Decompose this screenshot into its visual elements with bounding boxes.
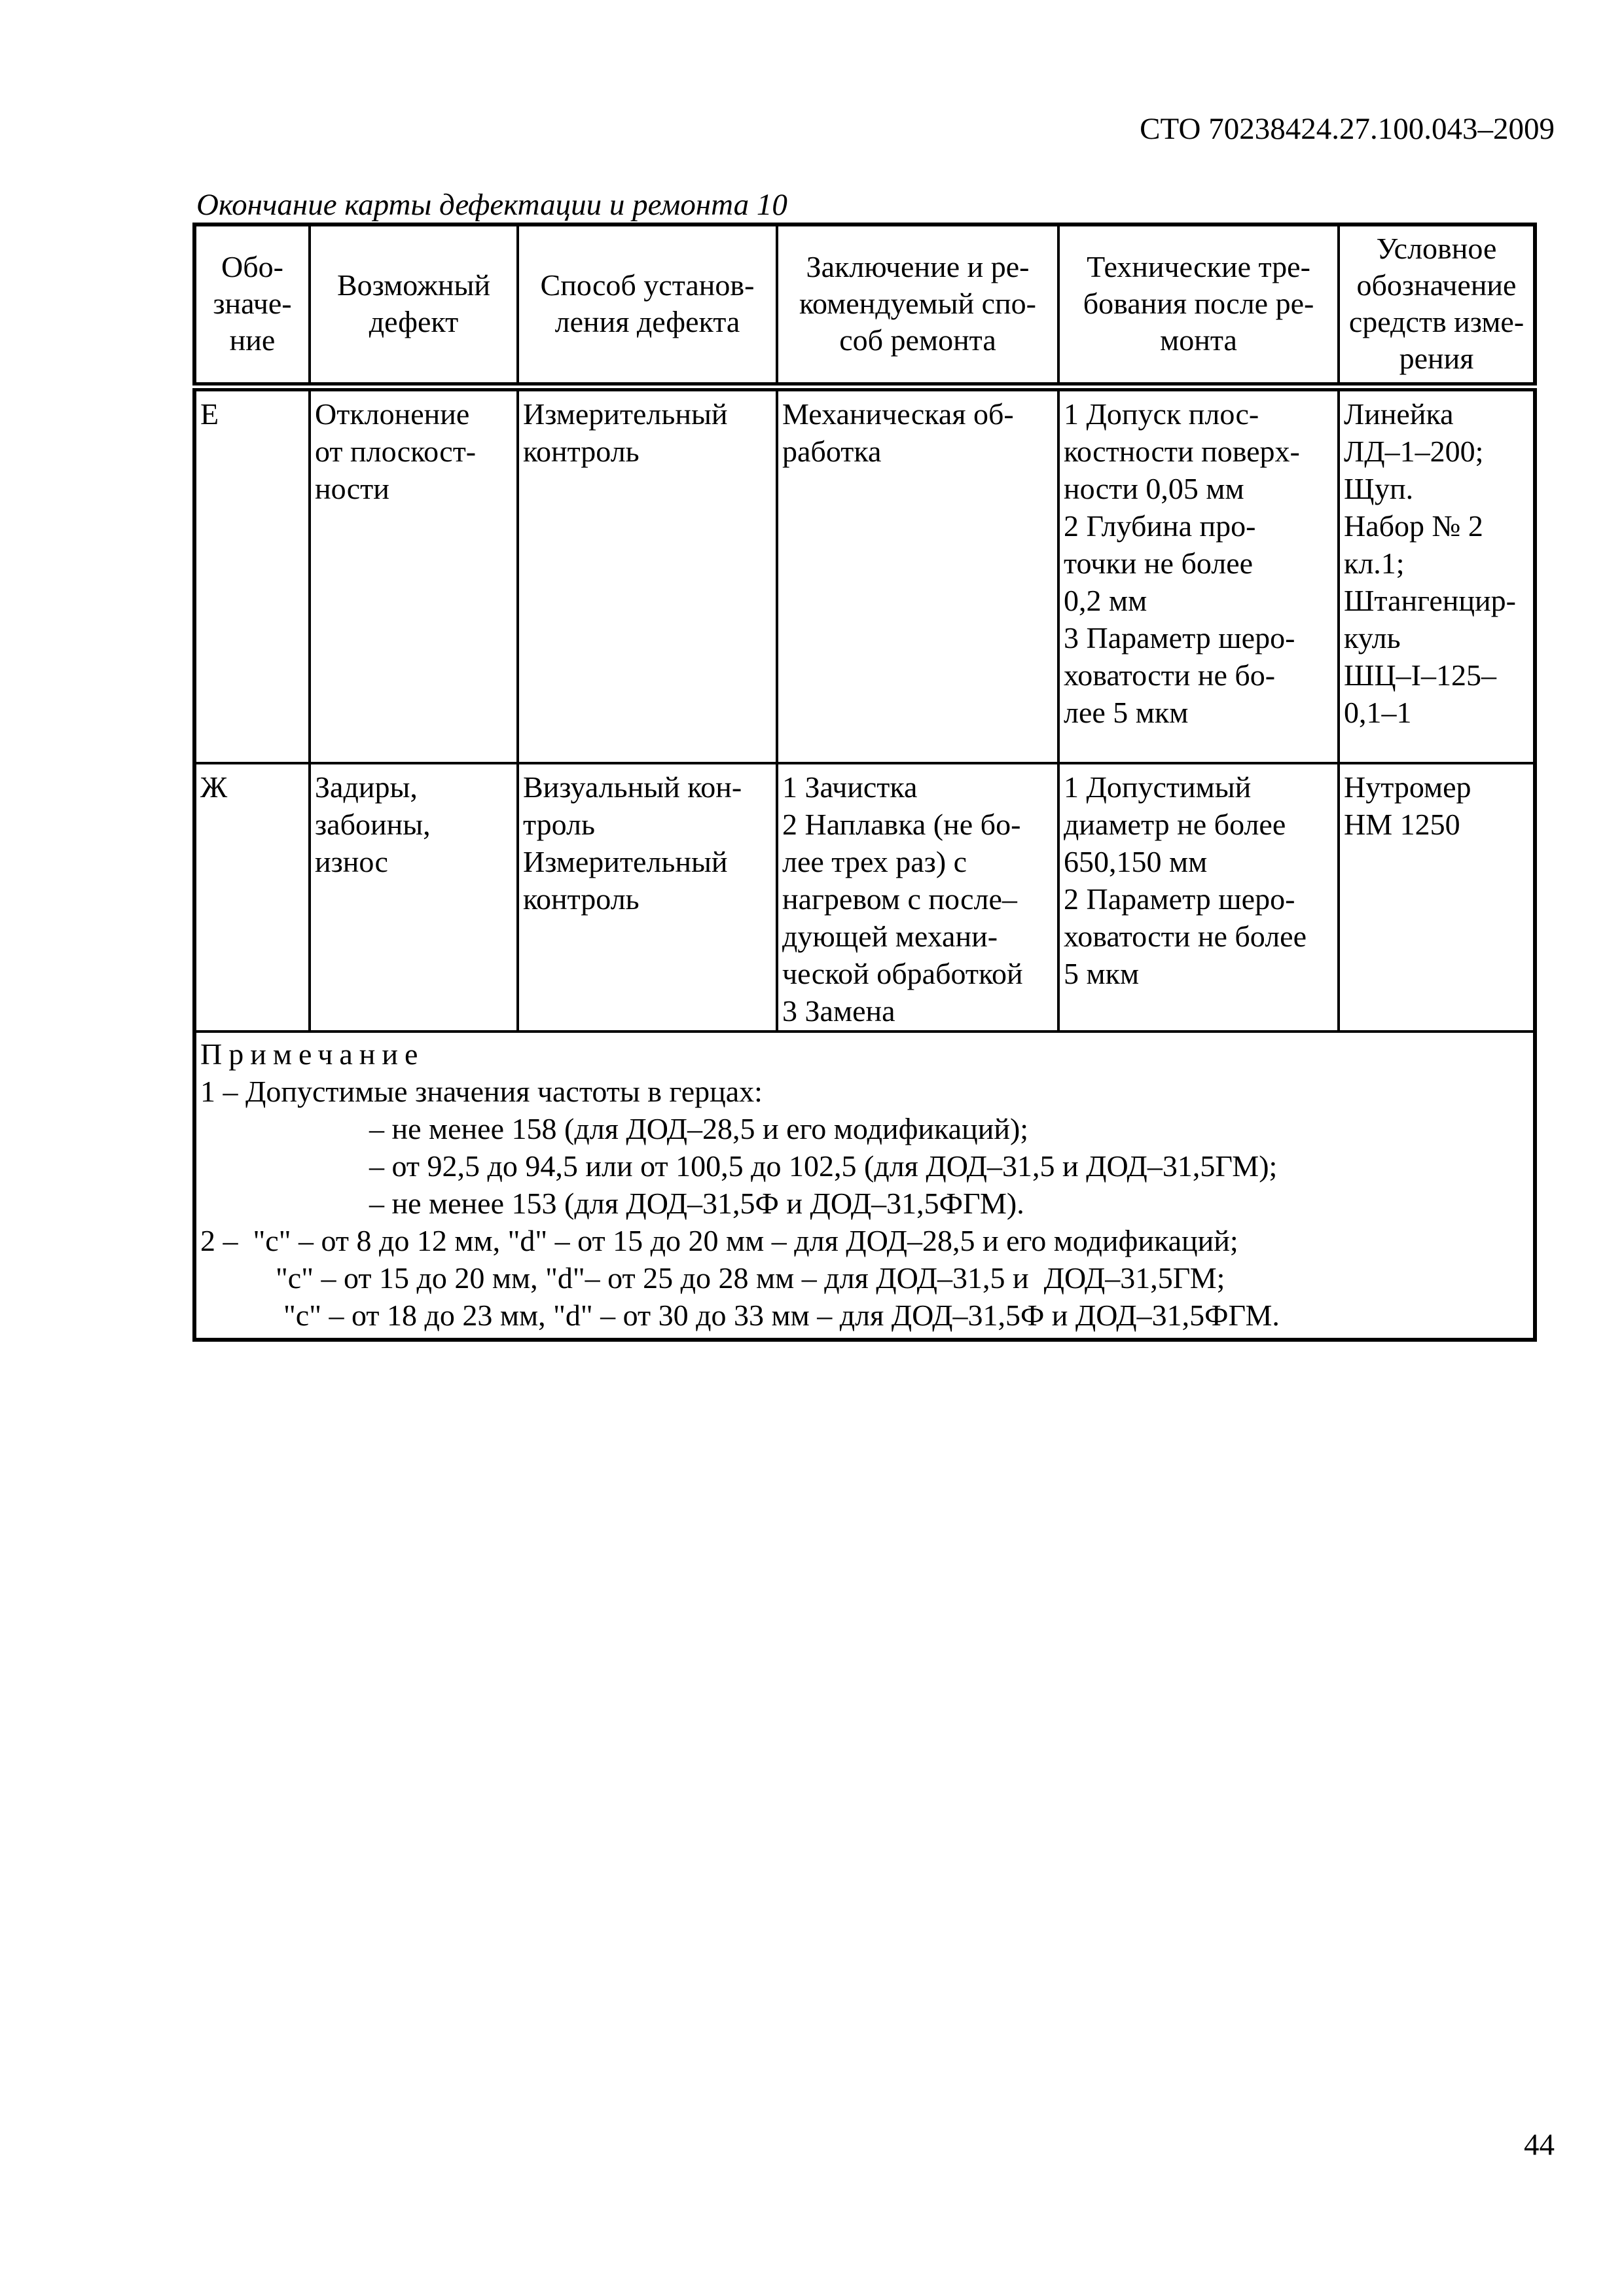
- table-row: [194, 387, 1535, 763]
- note-line: – не менее 158 (для ДОД–28,5 и его модификаций);: [369, 1112, 1029, 1145]
- col-header-defect: Возможный дефект: [310, 224, 518, 387]
- cell-instruments: Нутромер НМ 1250: [1339, 763, 1535, 1031]
- cell-designation: Ж: [194, 763, 310, 1031]
- header-row: [194, 224, 1535, 387]
- page-number: 44: [1524, 2128, 1555, 2162]
- col-header-repair: Заключение и ре- комендуемый спо- соб ремонта: [777, 224, 1058, 387]
- cell-defect: Отклонение от плоскост- ности: [310, 387, 518, 763]
- note-row: [194, 1031, 1535, 1340]
- note-line: 2 – "c" – от 8 до 12 мм, "d" – от 15 до 20 мм – для ДОД–28,5 и его модификаций;: [200, 1224, 1238, 1257]
- note-cell: [194, 1031, 1535, 1340]
- note-line: 1 – Допустимые значения частоты в герцах:: [200, 1075, 763, 1108]
- col-header-instruments: Условное обозначение средств изме- рения: [1339, 224, 1535, 387]
- note-title: Примечание: [200, 1037, 425, 1071]
- cell-method: Визуальный кон- троль Измерительный контроль: [518, 763, 777, 1031]
- cell-designation: Е: [194, 387, 310, 763]
- note-line: – от 92,5 до 94,5 или от 100,5 до 102,5 (для ДОД–31,5 и ДОД–31,5ГМ);: [369, 1149, 1278, 1183]
- cell-requirements: 1 Допуск плос- костности поверх- ности 0,05 мм 2 Глубина про- точки не более 0,2 мм 3 Параметр шеро- ховатости не бо- лее 5 мкм: [1058, 387, 1339, 763]
- col-header-designation: Обо- значе- ние: [194, 224, 310, 387]
- note-line: – не менее 153 (для ДОД–31,5Ф и ДОД–31,5ФГМ).: [369, 1187, 1024, 1220]
- note-line: "c" – от 18 до 23 мм, "d" – от 30 до 33 мм – для ДОД–31,5Ф и ДОД–31,5ФГМ.: [283, 1299, 1280, 1332]
- table-header: [194, 224, 1535, 387]
- cell-repair: 1 Зачистка 2 Наплавка (не бо- лее трех раз) с нагревом с после– дующей механи- ческой обработкой 3 Замена: [777, 763, 1058, 1031]
- document-code: СТО 70238424.27.100.043–2009: [1140, 112, 1555, 146]
- table-caption: Окончание карты дефектации и ремонта 10: [196, 188, 787, 222]
- cell-instruments: Линейка ЛД–1–200; Щуп. Набор № 2 кл.1; Штангенцир- куль ШЦ–I–125– 0,1–1: [1339, 387, 1535, 763]
- table-row: [194, 763, 1535, 1031]
- note-line: "c" – от 15 до 20 мм, "d"– от 25 до 28 мм – для ДОД–31,5 и ДОД–31,5ГМ;: [276, 1261, 1225, 1295]
- defect-repair-table: [192, 223, 1537, 1342]
- col-header-method: Способ установ- ления дефекта: [518, 224, 777, 387]
- cell-repair: Механическая об- работка: [777, 387, 1058, 763]
- cell-defect: Задиры, забоины, износ: [310, 763, 518, 1031]
- table-body: [194, 387, 1535, 1340]
- cell-method: Измерительный контроль: [518, 387, 777, 763]
- cell-requirements: 1 Допустимый диаметр не более 650,150 мм 2 Параметр шеро- ховатости не более 5 мкм: [1058, 763, 1339, 1031]
- col-header-requirements: Технические тре- бования после ре- монта: [1058, 224, 1339, 387]
